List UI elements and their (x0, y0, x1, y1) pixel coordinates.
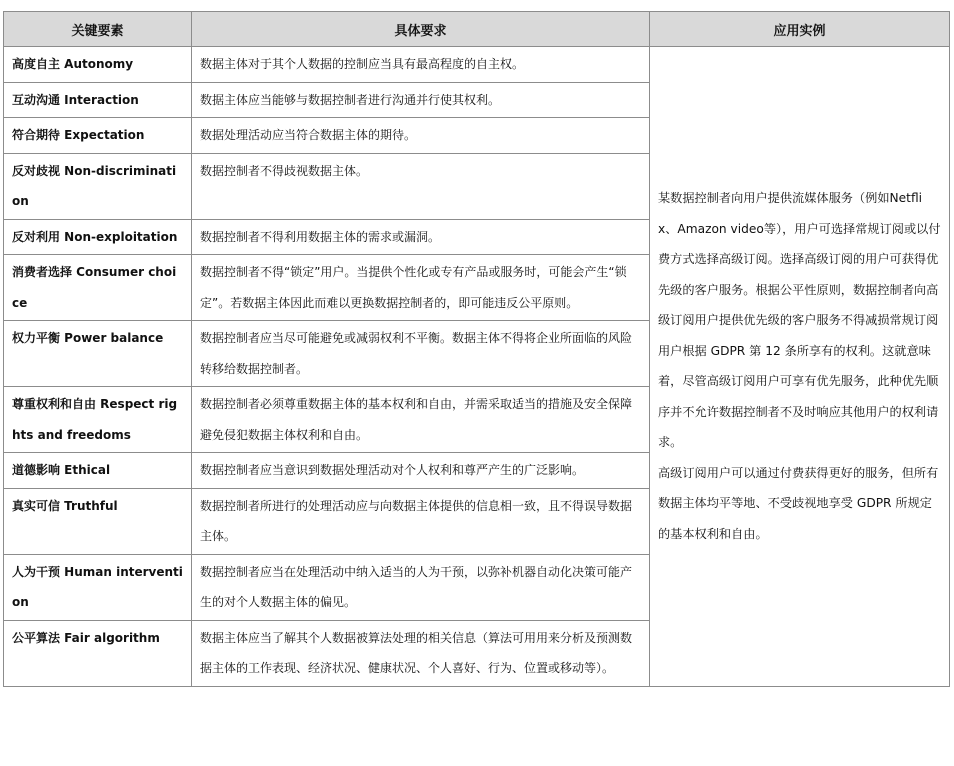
example-paragraph-1: 某数据控制者向用户提供流媒体服务（例如Netflix、Amazon video等），用户可选择常规订阅或以付费方式选择高级订阅。选择高级订阅的用户可获得优先级的客户服务。根据公平性原则，数据控制者向高级订阅用户提供优先级的客户服务不得减损常规订阅用户根据 GDPR 第 12 条所享有的权利。这就意味着，尽管高级订阅用户可享有优先服务，此种优先顺序并不允许数据控制者不及时响应其他用户的权利请求。 (658, 191, 941, 450)
requirement-cell: 数据控制者所进行的处理活动应与向数据主体提供的信息相一致，且不得误导数据主体。 (192, 488, 650, 554)
element-cell: 高度自主 Autonomy (4, 47, 192, 83)
requirement-cell: 数据控制者不得歧视数据主体。 (192, 153, 650, 219)
element-cell: 公平算法 Fair algorithm (4, 620, 192, 686)
requirement-cell: 数据控制者应当在处理活动中纳入适当的人为干预，以弥补机器自动化决策可能产生的对个人数据主体的偏见。 (192, 554, 650, 620)
element-cell: 符合期待 Expectation (4, 118, 192, 154)
element-cell: 真实可信 Truthful (4, 488, 192, 554)
element-cell: 反对歧视 Non-discrimination (4, 153, 192, 219)
header-element: 关键要素 (4, 12, 192, 47)
header-example: 应用实例 (650, 12, 950, 47)
requirement-cell: 数据控制者不得“锁定”用户。当提供个性化或专有产品或服务时，可能会产生“锁定”。若数据主体因此而难以更换数据控制者的，即可能违反公平原则。 (192, 255, 650, 321)
requirement-cell: 数据处理活动应当符合数据主体的期待。 (192, 118, 650, 154)
element-cell: 尊重权利和自由 Respect rights and freedoms (4, 387, 192, 453)
requirement-cell: 数据控制者应当尽可能避免或减弱权利不平衡。数据主体不得将企业所面临的风险转移给数据控制者。 (192, 321, 650, 387)
requirement-cell: 数据主体应当了解其个人数据被算法处理的相关信息（算法可用用来分析及预测数据主体的工作表现、经济状况、健康状况、个人喜好、行为、位置或移动等）。 (192, 620, 650, 686)
principles-table (3, 11, 950, 687)
element-cell: 人为干预 Human intervention (4, 554, 192, 620)
requirement-cell: 数据控制者必须尊重数据主体的基本权利和自由，并需采取适当的措施及安全保障避免侵犯数据主体权利和自由。 (192, 387, 650, 453)
example-cell (650, 47, 950, 687)
requirement-cell: 数据主体应当能够与数据控制者进行沟通并行使其权利。 (192, 82, 650, 118)
header-row (4, 12, 950, 47)
header-requirement: 具体要求 (192, 12, 650, 47)
example-paragraph-2: 高级订阅用户可以通过付费获得更好的服务，但所有数据主体均平等地、不受歧视地享受 GDPR 所规定的基本权利和自由。 (658, 465, 939, 541)
requirement-cell: 数据控制者不得利用数据主体的需求或漏洞。 (192, 219, 650, 255)
element-cell: 互动沟通 Interaction (4, 82, 192, 118)
table-row (4, 47, 950, 83)
element-cell: 反对利用 Non-exploitation (4, 219, 192, 255)
requirement-cell: 数据主体对于其个人数据的控制应当具有最高程度的自主权。 (192, 47, 650, 83)
element-cell: 消费者选择 Consumer choice (4, 255, 192, 321)
table-container (3, 11, 950, 687)
element-cell: 权力平衡 Power balance (4, 321, 192, 387)
requirement-cell: 数据控制者应当意识到数据处理活动对个人权利和尊严产生的广泛影响。 (192, 453, 650, 489)
element-cell: 道德影响 Ethical (4, 453, 192, 489)
